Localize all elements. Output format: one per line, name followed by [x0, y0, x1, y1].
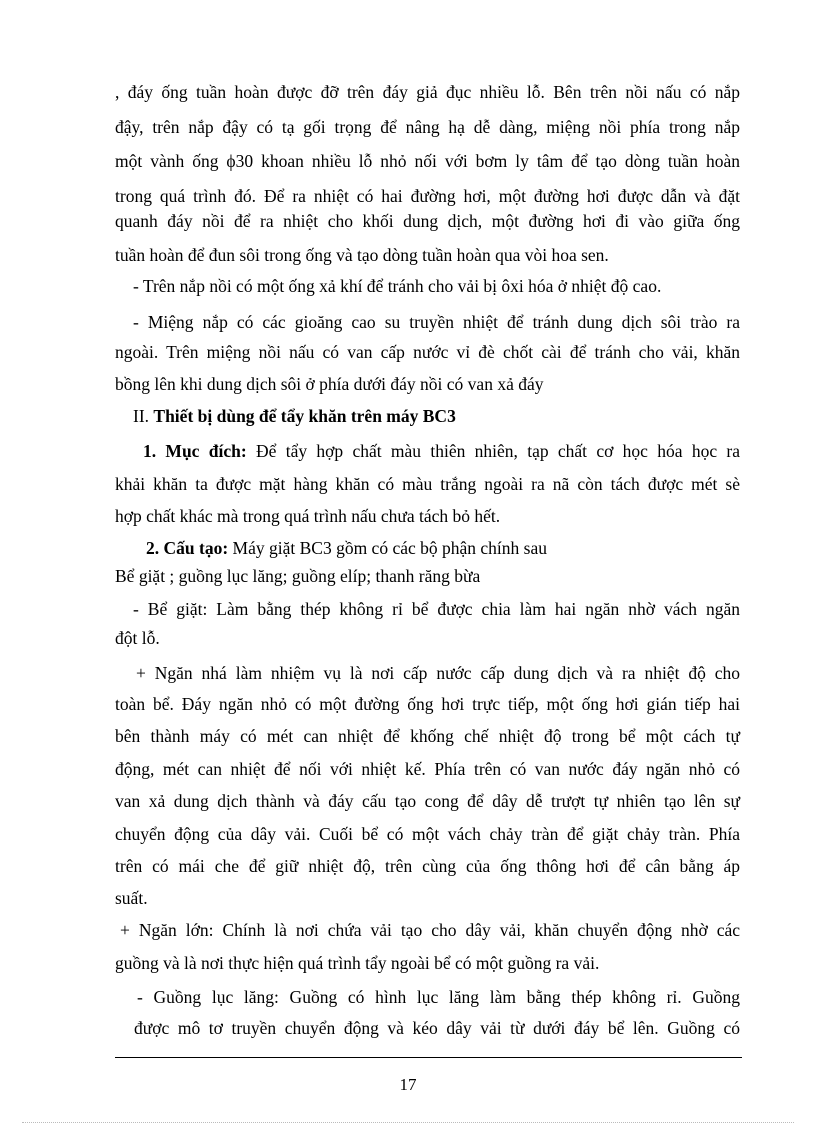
- text-line: Máy giặt BC3 gồm có các bộ phận chính sau: [232, 538, 547, 558]
- text-line: - Bể giặt: Làm bằng thép không rỉ bể được chia làm hai ngăn nhờ vách ngăn: [133, 599, 740, 619]
- section-title: Thiết bị dùng để tẩy khăn trên máy BC3: [153, 406, 456, 426]
- footer-divider: [115, 1057, 742, 1058]
- text-line: trong quá trình đó. Để ra nhiệt có hai đường hơi, một đường hơi được dẫn và đặt: [115, 186, 740, 206]
- text-line: hợp chất khác mà trong quá trình nấu chưa tách bỏ hết.: [115, 506, 501, 526]
- text-line: chuyển động của dây vải. Cuối bể có một vách chảy tràn để giặt chảy tràn. Phía: [115, 824, 740, 844]
- text-line: đậy, trên nắp đậy có tạ gối trọng để nâng hạ dễ dàng, miệng nồi phía trong nắp: [115, 117, 740, 137]
- text-line: bên thành máy có mét can nhiệt để khống chế nhiệt độ trong bể một cách tự: [115, 726, 740, 746]
- text-line: + Ngăn nhá làm nhiệm vụ là nơi cấp nước cấp dung dịch và ra nhiệt độ cho: [136, 663, 740, 683]
- text-line: - Trên nắp nồi có một ống xả khí để tránh cho vải bị ôxi hóa ở nhiệt độ cao.: [133, 276, 662, 296]
- text-line: guồng và là nơi thực hiện quá trình tẩy ngoài bể có một guồng ra vải.: [115, 953, 600, 973]
- purpose-label: 1. Mục đích:: [143, 441, 247, 461]
- text-line: được mô tơ truyền chuyển động và kéo dây vải từ dưới đáy bể lên. Guồng có: [134, 1018, 740, 1038]
- text-line: Bể giặt ; guồng lục lăng; guồng elíp; thanh răng bừa: [115, 566, 481, 586]
- text-line: tuần hoàn để đun sôi trong ống và tạo dòng tuần hoàn qua vòi hoa sen.: [115, 245, 609, 265]
- purpose-line: [143, 440, 740, 462]
- text-line: ngoài. Trên miệng nồi nấu có van cấp nước vỉ đè chốt cài để tránh cho vải, khăn: [115, 342, 740, 362]
- text-line: khải khăn ta được mặt hàng khăn có màu trắng ngoài ra nã còn tách được mét sè: [115, 474, 740, 494]
- text-line: một vành ống ϕ30 khoan nhiều lỗ nhỏ nối với bơm ly tâm để tạo dòng tuần hoàn: [115, 151, 740, 171]
- text-line: toàn bể. Đáy ngăn nhỏ có một đường ống hơi trực tiếp, một ống hơi gián tiếp hai: [115, 694, 740, 714]
- text-line: van xả dung dịch thành và đáy cấu tạo cong để dây dễ trượt tự nhiên tạo lên sự: [115, 791, 740, 811]
- text-line: quanh đáy nồi để ra nhiệt cho khối dung dịch, một đường hơi đi vào giữa ống: [115, 211, 740, 231]
- text-line: + Ngăn lớn: Chính là nơi chứa vải tạo cho dây vải, khăn chuyển động nhờ các: [120, 920, 740, 940]
- text-line: đột lỗ.: [115, 628, 160, 648]
- section-heading: [133, 405, 456, 427]
- text-line: - Miệng nắp có các gioăng cao su truyền nhiệt để tránh dung dịch sôi trào ra: [133, 312, 740, 332]
- structure-line: [146, 537, 547, 559]
- structure-label: 2. Cấu tạo:: [146, 538, 229, 558]
- text-line: , đáy ống tuần hoàn được đỡ trên đáy giả đục nhiều lỗ. Bên trên nồi nấu có nắp: [115, 82, 740, 102]
- section-number: II.: [133, 406, 150, 426]
- text-line: Để tẩy hợp chất màu thiên nhiên, tạp chất cơ học hóa học ra: [256, 441, 740, 461]
- text-line: động, mét can nhiệt để nối với nhiệt kế. Phía trên có van nước đáy ngăn nhỏ có: [115, 759, 740, 779]
- text-line: - Guồng lục lăng: Guồng có hình lục lăng làm bằng thép không rỉ. Guồng: [137, 987, 740, 1007]
- page-number: 17: [399, 1075, 417, 1094]
- text-line: trên có mái che để giữ nhiệt độ, trên cùng của ống thông hơi để cân bằng áp: [115, 856, 740, 876]
- text-line: bồng lên khi dung dịch sôi ở phía dưới đáy nồi có van xả đáy: [115, 374, 544, 394]
- text-line: suất.: [115, 888, 148, 908]
